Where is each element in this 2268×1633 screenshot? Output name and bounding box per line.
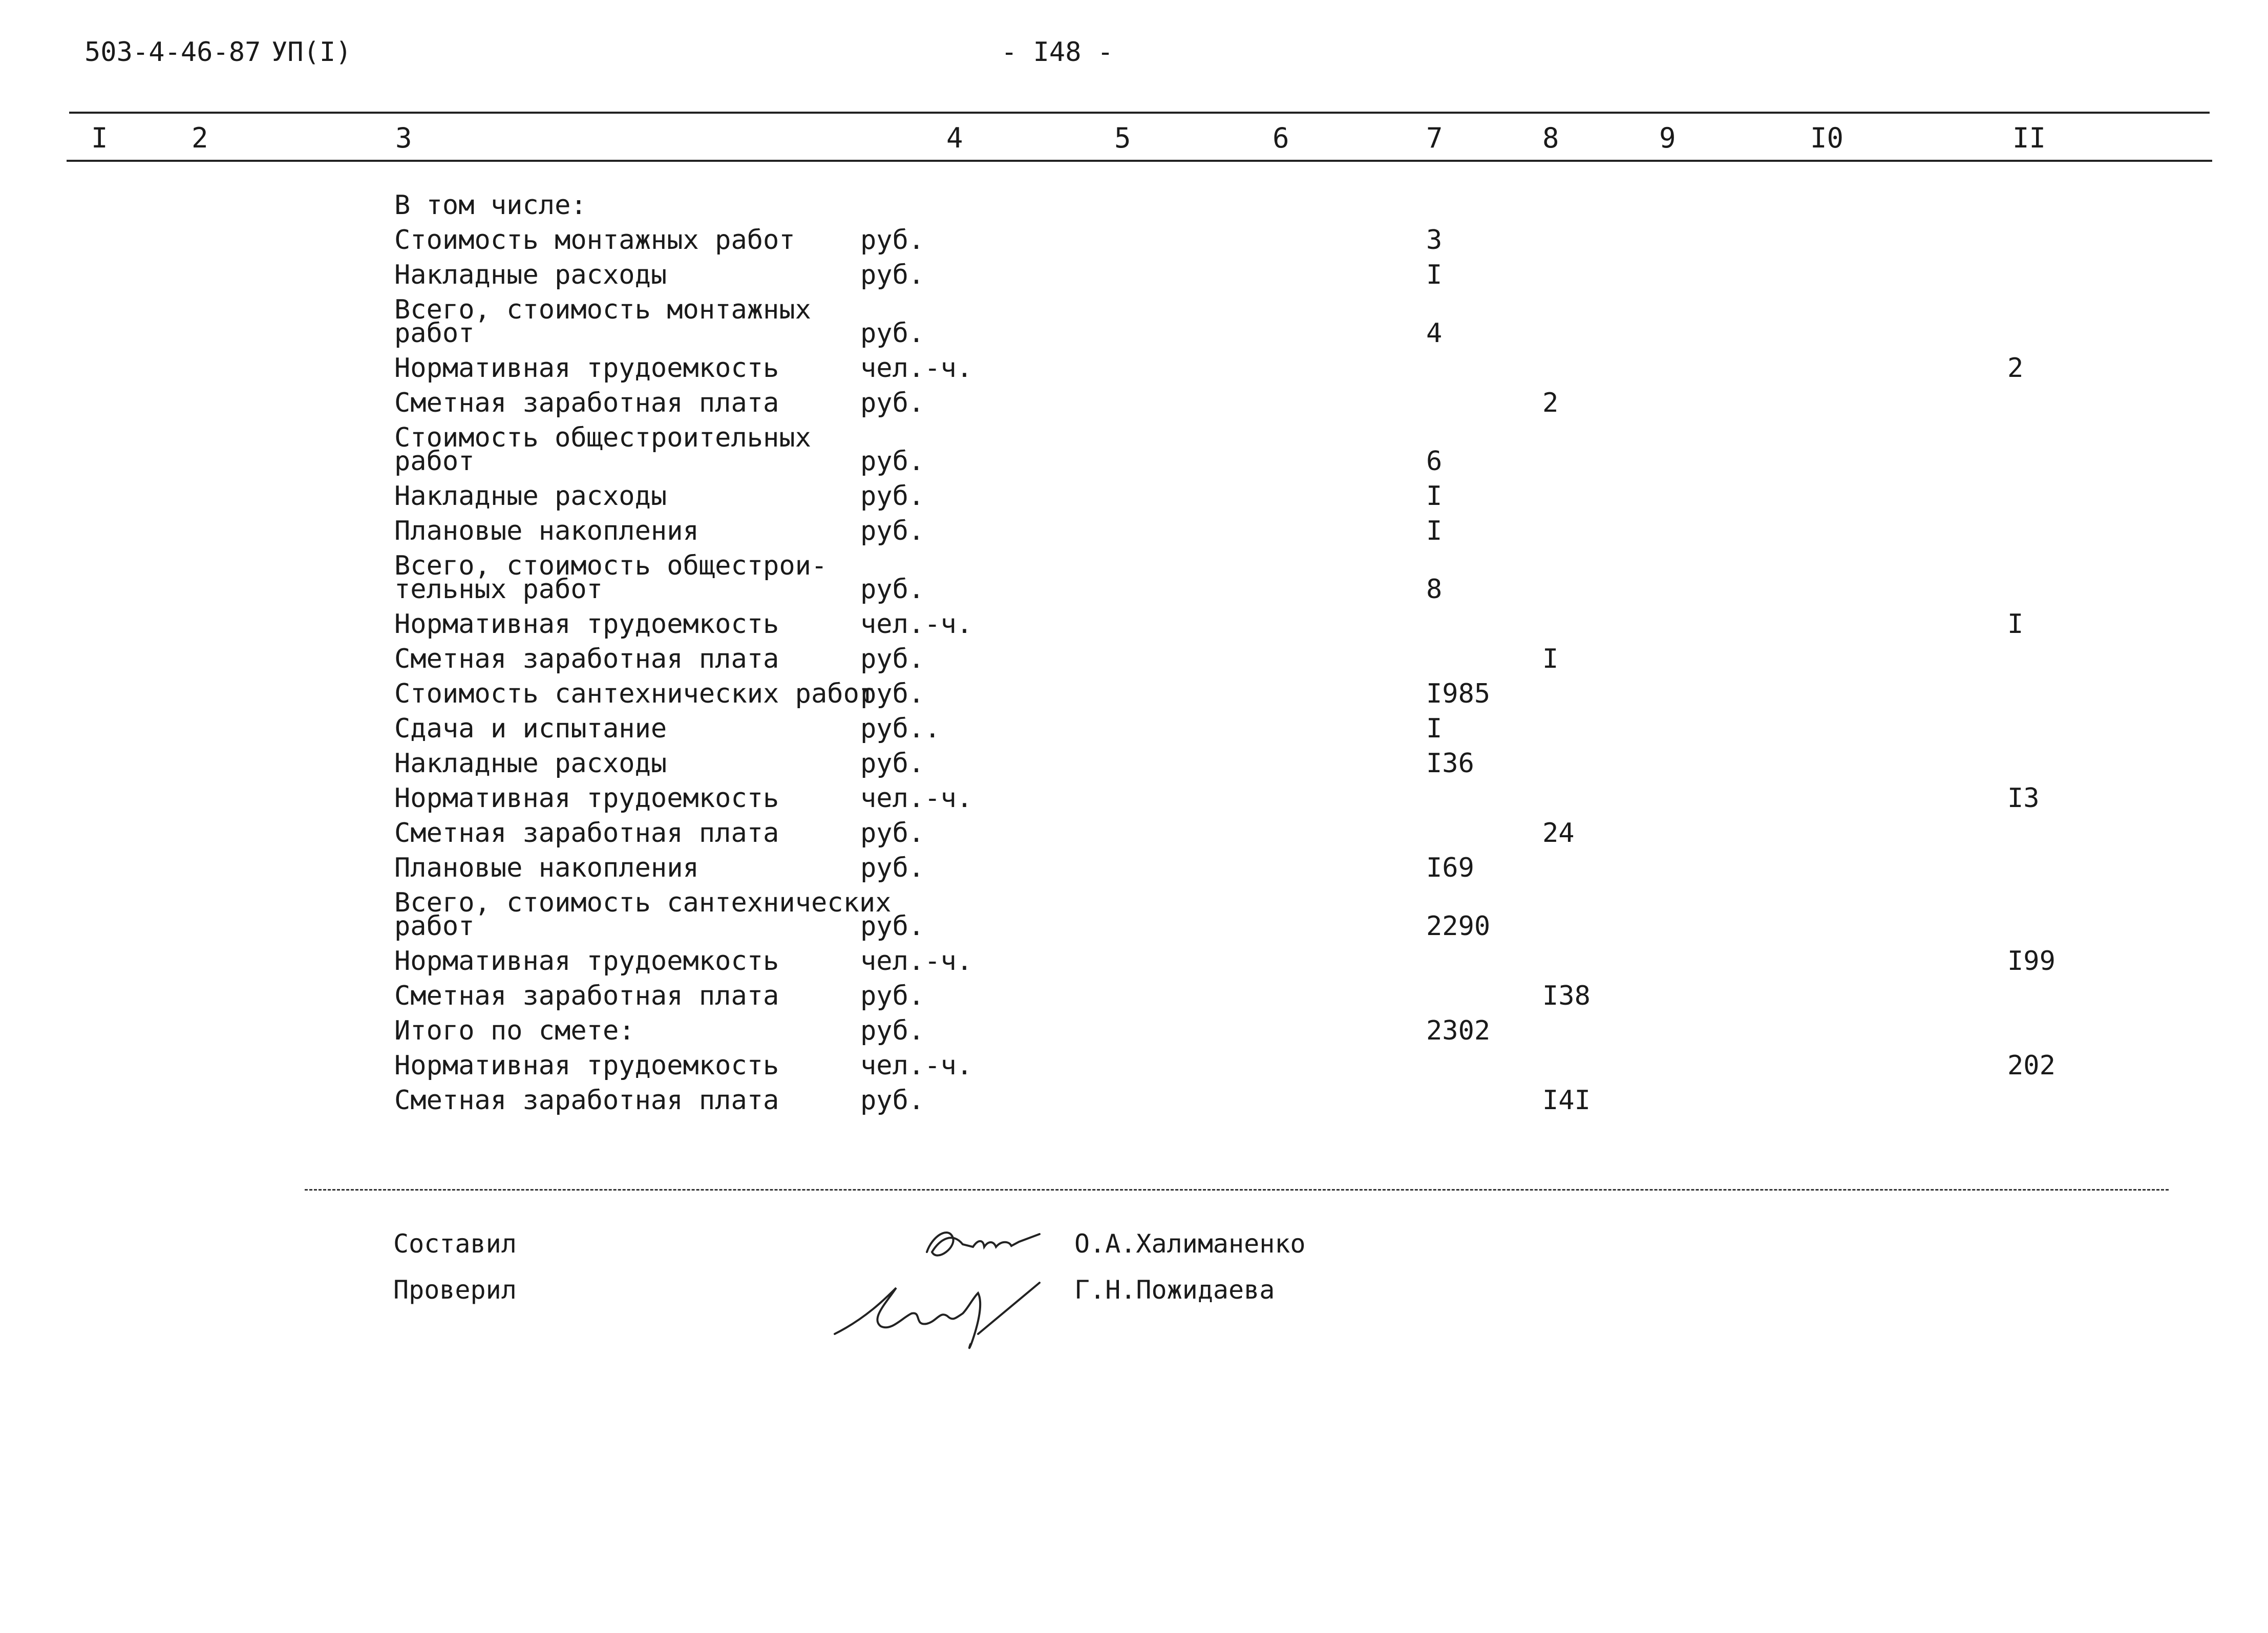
row-labor-value: I: [2007, 609, 2024, 640]
row-cost-value: I: [1426, 260, 1443, 290]
row-wage-value: 24: [1542, 818, 1575, 849]
row-name: Нормативная трудоемкость: [394, 353, 779, 384]
column-number-9: 9: [1659, 122, 1676, 154]
row-unit: руб.: [860, 516, 925, 546]
row-name: Плановые накопления: [394, 516, 699, 546]
row-unit: чел.-ч.: [860, 1050, 973, 1081]
row-labor-value: 202: [2007, 1050, 2055, 1081]
row-name: Всего, стоимость сантехнических работ: [394, 887, 892, 942]
row-unit: руб.: [860, 1085, 925, 1116]
row-unit: руб.: [860, 574, 925, 605]
row-cost-value: 6: [1426, 446, 1443, 477]
row-cost-value: 8: [1426, 574, 1443, 605]
row-name: Плановые накопления: [394, 853, 699, 883]
row-cost-value: 4: [1426, 318, 1443, 349]
row-unit: чел.-ч.: [860, 946, 973, 977]
page-number: - I48 -: [1001, 37, 1114, 68]
album-code: УП(I): [271, 37, 352, 68]
row-unit: руб..: [860, 713, 941, 744]
row-unit: руб.: [860, 225, 925, 256]
column-number-11: II: [2012, 122, 2046, 154]
row-name: Накладные расходы: [394, 260, 667, 290]
checked-by-name: Г.Н.Пожидаева: [1074, 1275, 1275, 1305]
row-unit: руб.: [860, 260, 925, 290]
column-number-2: 2: [192, 122, 208, 154]
row-labor-value: I3: [2007, 783, 2040, 814]
column-number-6: 6: [1273, 122, 1289, 154]
row-cost-value: 3: [1426, 225, 1443, 256]
row-unit: руб.: [860, 748, 925, 779]
row-labor-value: 2: [2007, 353, 2024, 384]
row-cost-value: I: [1426, 481, 1443, 512]
row-unit: руб.: [860, 981, 925, 1011]
row-name: Сметная заработная плата: [394, 818, 779, 849]
document-code: 503-4-46-87: [84, 37, 261, 68]
checked-by-label: Проверил: [393, 1275, 517, 1305]
row-name: Нормативная трудоемкость: [394, 1050, 779, 1081]
row-unit: руб.: [860, 388, 925, 418]
row-wage-value: 2: [1542, 388, 1559, 418]
row-name: Накладные расходы: [394, 481, 667, 512]
row-name: В том числе:: [394, 190, 587, 221]
row-name: Сметная заработная плата: [394, 981, 779, 1011]
row-unit: руб.: [860, 318, 925, 349]
checker-signature: [824, 1257, 1060, 1360]
row-unit: руб.: [860, 481, 925, 512]
row-name: Сметная заработная плата: [394, 644, 779, 674]
row-cost-value: I985: [1426, 678, 1491, 709]
row-cost-value: I: [1426, 516, 1443, 546]
column-number-4: 4: [946, 122, 963, 154]
row-cost-value: I: [1426, 713, 1443, 744]
row-name: Нормативная трудоемкость: [394, 609, 779, 640]
row-name: Стоимость общестроительных работ: [394, 422, 811, 477]
column-number-1: I: [91, 122, 108, 154]
row-name: Стоимость сантехнических работ: [394, 678, 876, 709]
row-name: Нормативная трудоемкость: [394, 783, 779, 814]
row-unit: чел.-ч.: [860, 353, 973, 384]
column-number-8: 8: [1542, 122, 1559, 154]
column-number-3: 3: [395, 122, 412, 154]
column-number-10: I0: [1810, 122, 1844, 154]
row-labor-value: I99: [2007, 946, 2055, 977]
row-unit: руб.: [860, 678, 925, 709]
column-number-7: 7: [1426, 122, 1443, 154]
row-unit: руб.: [860, 1015, 925, 1046]
row-cost-value: 2302: [1426, 1015, 1491, 1046]
row-cost-value: 2290: [1426, 911, 1491, 942]
row-unit: руб.: [860, 818, 925, 849]
compiled-by-name: О.А.Халиманенко: [1074, 1229, 1306, 1259]
row-wage-value: I4I: [1542, 1085, 1591, 1116]
compiled-by-label: Составил: [393, 1229, 517, 1259]
row-name: Всего, стоимость общестрои- тельных работ: [394, 550, 828, 605]
row-name: Стоимость монтажных работ: [394, 225, 795, 256]
footer-rule: [305, 1189, 2169, 1191]
row-unit: руб.: [860, 853, 925, 883]
row-unit: руб.: [860, 446, 925, 477]
row-name: Нормативная трудоемкость: [394, 946, 779, 977]
row-cost-value: I69: [1426, 853, 1474, 883]
row-name: Накладные расходы: [394, 748, 667, 779]
header-bottom-rule: [67, 160, 2212, 162]
row-name: Сметная заработная плата: [394, 388, 779, 418]
row-name: Сдача и испытание: [394, 713, 667, 744]
row-unit: руб.: [860, 644, 925, 674]
row-cost-value: I36: [1426, 748, 1474, 779]
row-name: Итого по смете:: [394, 1015, 635, 1046]
row-unit: руб.: [860, 911, 925, 942]
column-number-5: 5: [1114, 122, 1131, 154]
row-wage-value: I: [1542, 644, 1559, 674]
header-top-rule: [69, 112, 2210, 114]
row-unit: чел.-ч.: [860, 783, 973, 814]
row-name: Всего, стоимость монтажных работ: [394, 294, 811, 349]
row-unit: чел.-ч.: [860, 609, 973, 640]
row-wage-value: I38: [1542, 981, 1591, 1011]
row-name: Сметная заработная плата: [394, 1085, 779, 1116]
